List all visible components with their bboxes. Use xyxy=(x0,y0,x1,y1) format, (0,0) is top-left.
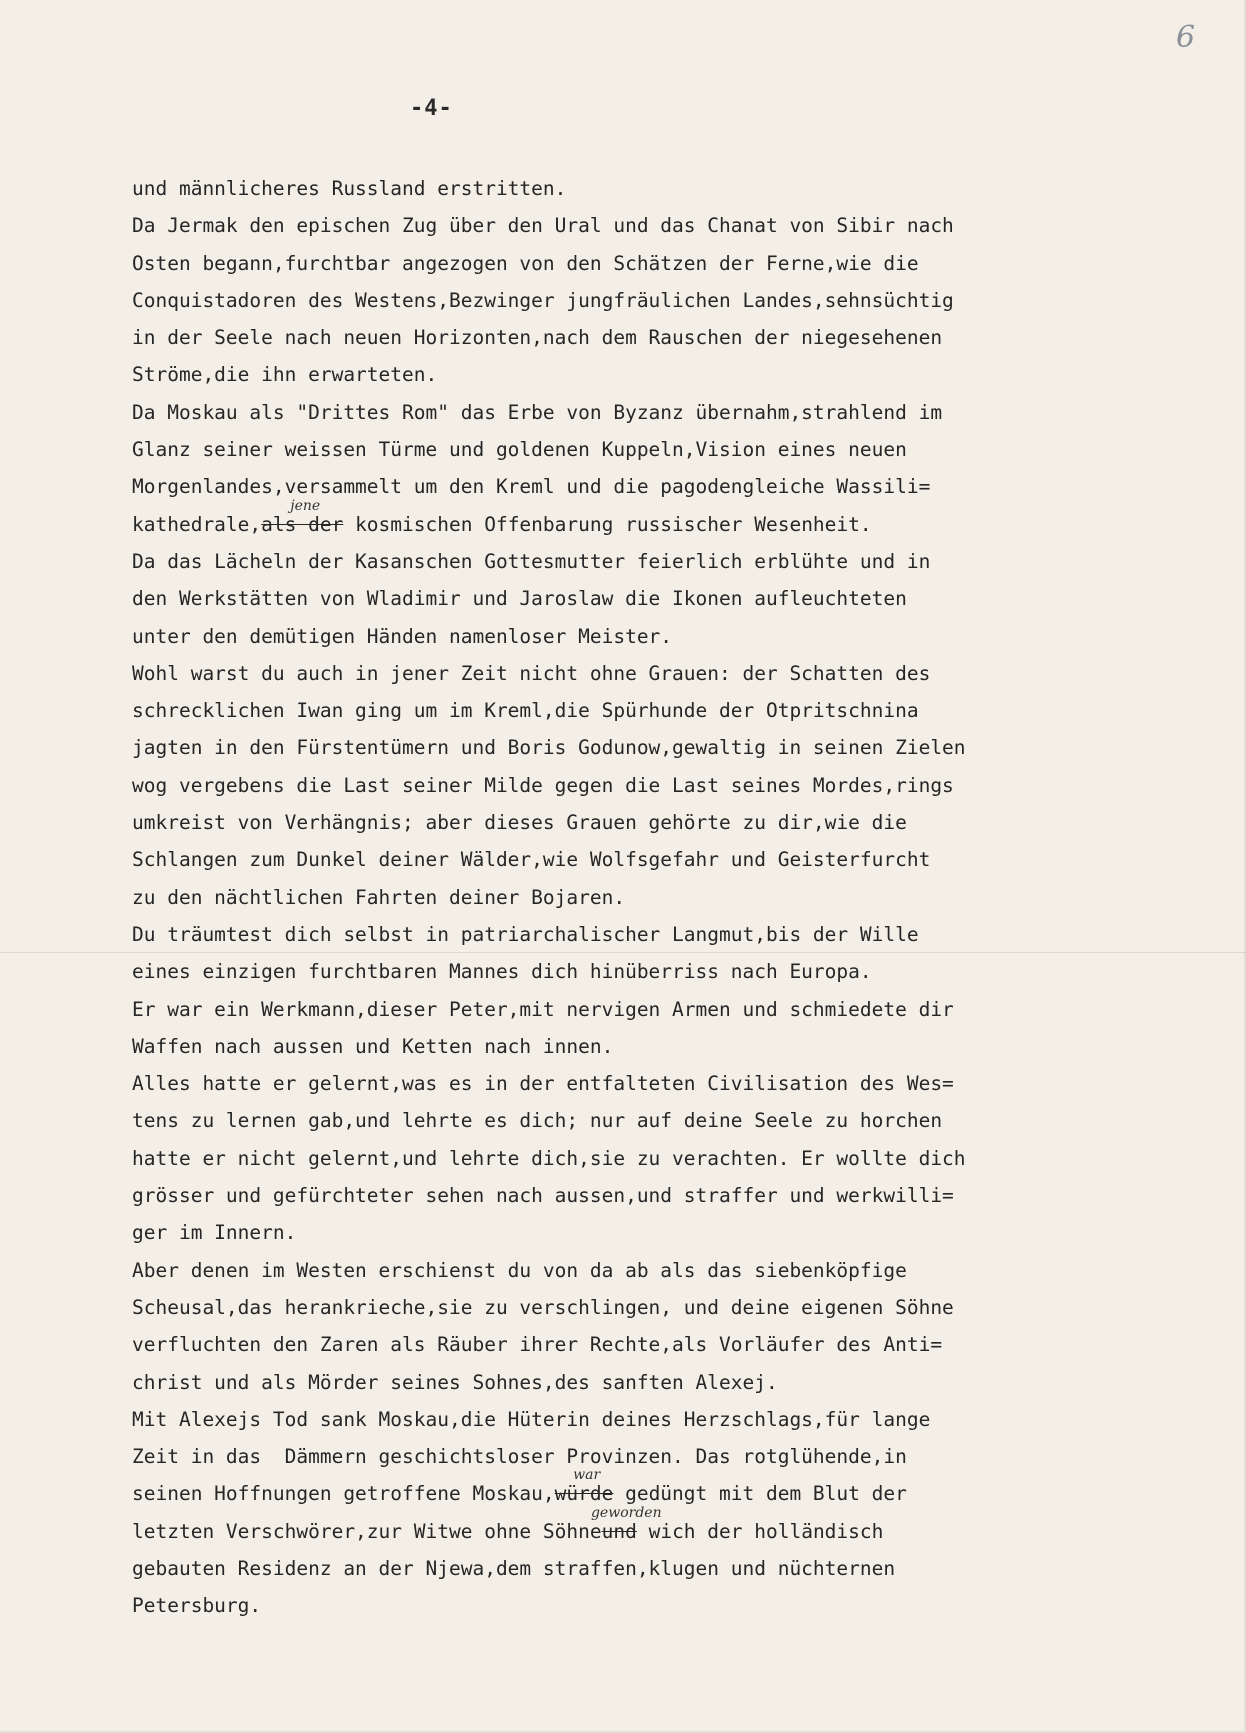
page-number: -4- xyxy=(410,96,453,121)
handwritten-insertion: geworden xyxy=(590,1504,662,1521)
text-line: schrecklichen Iwan ging um im Kreml,die Spürhunde der Otpritschnina xyxy=(132,699,919,723)
text-line: tens zu lernen gab,und lehrte es dich; nur auf deine Seele zu horchen xyxy=(132,1109,943,1133)
text-line: Scheusal,das herankrieche,sie zu verschlingen, und deine eigenen Söhne xyxy=(132,1295,954,1319)
text-line: Morgenlandes,versammelt um den Kreml und die pagodengleiche Wassili= xyxy=(132,475,931,499)
text-line: jagten in den Fürstentümern und Boris Godunow,gewaltig in seinen Zielen xyxy=(132,736,966,760)
text-line: Petersburg. xyxy=(132,1594,262,1618)
text-line: Du träumtest dich selbst in patriarchalischer Langmut,bis der Wille xyxy=(132,922,919,946)
text-line: Wohl warst du auch in jener Zeit nicht ohne Grauen: der Schatten des xyxy=(132,661,931,685)
text-line: in der Seele nach neuen Horizonten,nach dem Rauschen der niegesehenen xyxy=(132,326,943,350)
handwritten-insertion: jene xyxy=(290,497,321,514)
handwritten-insertion: war xyxy=(573,1467,601,1484)
text-line-with-correction xyxy=(132,497,1222,543)
text-line: Aber denen im Westen erschienst du von da ab als das siebenköpfige xyxy=(132,1258,907,1282)
text-line: Osten begann,furchtbar angezogen von den Schätzen der Ferne,wie die xyxy=(132,251,919,275)
text-line: und männlicheres Russland erstritten. xyxy=(132,177,567,200)
text-line: Waffen nach aussen und Ketten nach innen. xyxy=(132,1034,614,1058)
text-line: ger im Innern. xyxy=(132,1221,297,1245)
text-line: Ströme,die ihn erwarteten. xyxy=(132,363,438,387)
text-line: Da Jermak den epischen Zug über den Ural und das Chanat von Sibir nach xyxy=(132,214,954,238)
text-line: Glanz seiner weissen Türme und goldenen Kuppeln,Vision eines neuen xyxy=(132,438,907,462)
text-segment: kathedrale, xyxy=(132,512,262,536)
text-line-with-correction xyxy=(132,1467,1222,1512)
text-line-with-correction xyxy=(132,1504,1222,1550)
text-segment: gedüngt mit dem Blut der xyxy=(613,1482,907,1506)
text-line: Alles hatte er gelernt,was es in der entfalteten Civilisation des Wes= xyxy=(132,1072,954,1096)
text-segment: wich der holländisch xyxy=(636,1519,884,1543)
text-line: hatte er nicht gelernt,und lehrte dich,sie zu verachten. Er wollte dich xyxy=(132,1146,966,1170)
struck-text: und xyxy=(601,1519,637,1543)
text-line: unter den demütigen Händen namenloser Meister. xyxy=(132,624,673,648)
typewritten-body xyxy=(132,170,1222,1625)
text-line: gebauten Residenz an der Njewa,dem straffen,klugen und nüchternen xyxy=(132,1556,896,1580)
struck-text: würde xyxy=(554,1482,614,1506)
text-line: Conquistadoren des Westens,Bezwinger jungfräulichen Landes,sehnsüchtig xyxy=(132,288,954,312)
struck-text: als der xyxy=(261,512,344,536)
text-segment: kosmischen Offenbarung russischer Wesenheit. xyxy=(343,512,872,536)
text-line: verfluchten den Zaren als Räuber ihrer Rechte,als Vorläufer des Anti= xyxy=(132,1333,943,1357)
correction xyxy=(261,497,344,543)
text-line: Schlangen zum Dunkel deiner Wälder,wie Wolfsgefahr und Geisterfurcht xyxy=(132,848,931,872)
handwritten-folio-number: 6 xyxy=(1176,20,1196,55)
text-line: zu den nächtlichen Fahrten deiner Bojaren. xyxy=(132,885,626,909)
text-line: umkreist von Verhängnis; aber dieses Grauen gehörte zu dir,wie die xyxy=(132,811,907,835)
text-line: Da das Lächeln der Kasanschen Gottesmutter feierlich erblühte und in xyxy=(132,549,931,573)
correction xyxy=(590,1504,662,1550)
text-segment: letzten Verschwörer,zur Witwe ohne Söhne xyxy=(132,1519,602,1543)
text-line: Er war ein Werkmann,dieser Peter,mit nervigen Armen und schmiedete dir xyxy=(132,997,954,1021)
text-line: grösser und gefürchteter sehen nach aussen,und straffer und werkwilli= xyxy=(132,1184,954,1208)
text-line: christ und als Mörder seines Sohnes,des sanften Alexej. xyxy=(132,1370,778,1394)
text-line: wog vergebens die Last seiner Milde gegen die Last seines Mordes,rings xyxy=(132,773,954,797)
text-segment: seinen Hoffnungen getroffene Moskau, xyxy=(132,1482,555,1506)
text-line: eines einzigen furchtbaren Mannes dich hinüberriss nach Europa. xyxy=(132,960,872,984)
text-line: den Werkstätten von Wladimir und Jaroslaw die Ikonen aufleuchteten xyxy=(132,587,907,611)
text-line: Da Moskau als "Drittes Rom" das Erbe von Byzanz übernahm,strahlend im xyxy=(132,400,943,424)
text-line: Mit Alexejs Tod sank Moskau,die Hüterin deines Herzschlags,für lange xyxy=(132,1407,931,1431)
text-line: Zeit in das Dämmern geschichtsloser Provinzen. Das rotglühende,in xyxy=(132,1445,907,1469)
